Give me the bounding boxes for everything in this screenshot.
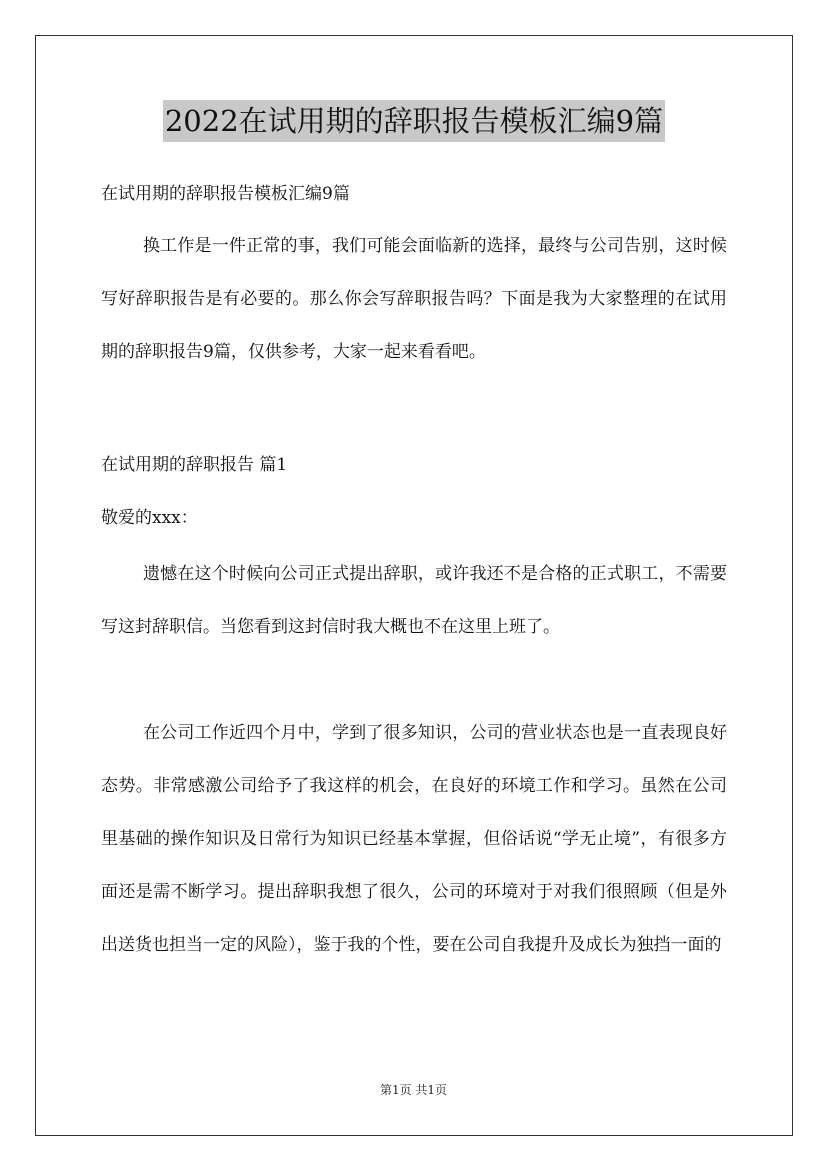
- salutation: 敬爱的xxx：: [101, 508, 198, 528]
- body-paragraph-2: 在公司工作近四个月中，学到了很多知识，公司的营业状态也是一直表现良好态势。非常感激公司给予了我这样的机会，在良好的环境工作和学习。虽然在公司里基础的操作知识及日常行为知识已经基本掌握，但俗话说“学无止境”，有很多方面还是需不断学习。提出辞职我想了很久，公司的环境对于对我们很照顾（但是外出送货也担当一定的风险），鉴于我的个性，要在公司自我提升及成长为独挡一面的: [101, 723, 727, 955]
- body-paragraph-1: 遗憾在这个时候向公司正式提出辞职，或许我还不是合格的正式职工，不需要写这封辞职信。当您看到这封信时我大概也不在这里上班了。: [101, 564, 727, 637]
- page-footer: 第1页 共1页: [379, 1083, 448, 1097]
- document-title: 2022在试用期的辞职报告模板汇编9篇: [163, 100, 665, 142]
- section-heading: 在试用期的辞职报告 篇1: [101, 455, 288, 475]
- title-wrap: [101, 100, 727, 142]
- intro-paragraph: 换工作是一件正常的事，我们可能会面临新的选择，最终与公司告别，这时候写好辞职报告是有必要的。那么你会写辞职报告吗？下面是我为大家整理的在试用期的辞职报告9篇，仅供参考，大家一起来看看吧。: [101, 236, 727, 362]
- document-subtitle: 在试用期的辞职报告模板汇编9篇: [101, 184, 350, 204]
